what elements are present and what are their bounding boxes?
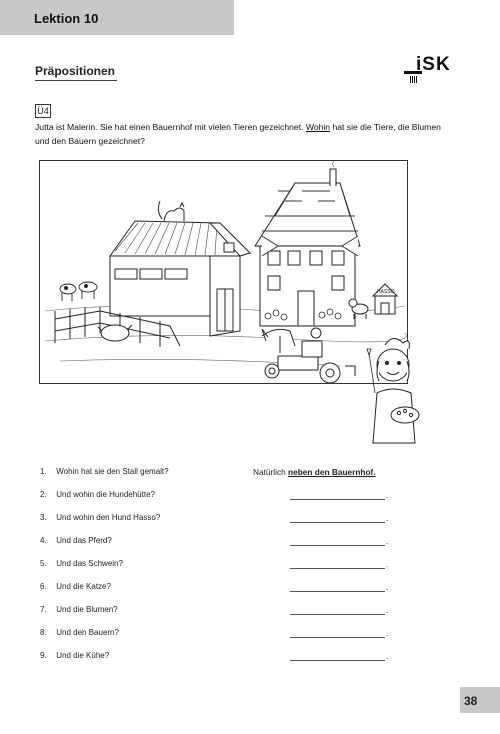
question-number: 7.: [40, 605, 47, 614]
answer-dot-4: .: [386, 537, 389, 546]
section-underline: [35, 80, 117, 81]
answer-dot-5: .: [386, 560, 389, 569]
doghouse-sign: HASSO: [377, 289, 395, 295]
answer-dot-7: .: [386, 606, 389, 615]
question-number: 6.: [40, 582, 47, 591]
question-7: [40, 605, 118, 614]
answer-dot-9: .: [386, 652, 389, 661]
answer-line-5[interactable]: [290, 568, 385, 569]
lesson-title: Lektion 10: [34, 11, 99, 26]
question-text: Und die Kühe?: [56, 651, 110, 660]
question-text: Und die Blumen?: [56, 605, 118, 614]
isk-logo: [404, 52, 474, 86]
instruction-wohin: Wohin: [305, 122, 331, 132]
answer-dot-2: .: [386, 491, 389, 500]
answer-line-9[interactable]: [290, 660, 385, 661]
question-text: Und wohin den Hund Hasso?: [56, 513, 161, 522]
answer-line-6[interactable]: [290, 591, 385, 592]
answer-line-4[interactable]: [290, 545, 385, 546]
question-number: 2.: [40, 490, 47, 499]
farm-illustration: [39, 160, 408, 384]
logo-dots: [410, 76, 418, 83]
question-number: 4.: [40, 536, 47, 545]
question-3: [40, 513, 160, 522]
answer-dot-3: .: [386, 514, 389, 523]
exercise-instruction: [35, 120, 455, 148]
question-number: 8.: [40, 628, 47, 637]
answer-line-3[interactable]: [290, 522, 385, 523]
question-number: 9.: [40, 651, 47, 660]
page-number: 38: [464, 694, 478, 708]
answer-line-2[interactable]: [290, 499, 385, 500]
answer-dot-6: .: [386, 583, 389, 592]
question-number: 5.: [40, 559, 47, 568]
question-6: [40, 582, 111, 591]
instruction-part1: Jutta ist Malerin. Sie hat einen Bauernhof mit vielen Tieren gezeichnet.: [35, 122, 306, 132]
question-2: [40, 490, 155, 499]
instruction-part2: hat sie die Tiere, die Blumen und den Bauern gezeichnet?: [35, 122, 441, 146]
question-8: [40, 628, 119, 637]
cows: [60, 282, 97, 301]
answer-example: [253, 467, 376, 477]
question-text: Und wohin die Hundehütte?: [56, 490, 155, 499]
exercise-number: Ü4: [35, 104, 51, 118]
section-title: Präpositionen: [35, 64, 116, 78]
answer-dot-8: .: [386, 629, 389, 638]
question-5: [40, 559, 123, 568]
question-number: 3.: [40, 513, 47, 522]
question-9: [40, 651, 109, 660]
answer-line-7[interactable]: [290, 614, 385, 615]
cat-on-roof: [158, 201, 184, 221]
question-1: [40, 467, 169, 476]
tractor-farmer-horse: [262, 328, 355, 383]
doghouse-dog: [349, 284, 397, 319]
answer-prefix: Natürlich: [253, 467, 289, 477]
answer-line-8[interactable]: [290, 637, 385, 638]
logo-text: iSK: [416, 54, 451, 75]
question-number: 1.: [40, 467, 47, 476]
painter-illustration: [355, 333, 435, 448]
question-text: Und die Katze?: [56, 582, 111, 591]
stall-barn: [110, 221, 250, 336]
farmhouse: [255, 161, 360, 326]
question-4: [40, 536, 112, 545]
question-text: Und das Schwein?: [56, 559, 123, 568]
question-text: Und das Pferd?: [56, 536, 112, 545]
question-text: Und den Bauern?: [56, 628, 119, 637]
answer-text: neben den Bauernhof.: [288, 467, 376, 477]
question-text: Wohin hat sie den Stall gemalt?: [56, 467, 169, 476]
